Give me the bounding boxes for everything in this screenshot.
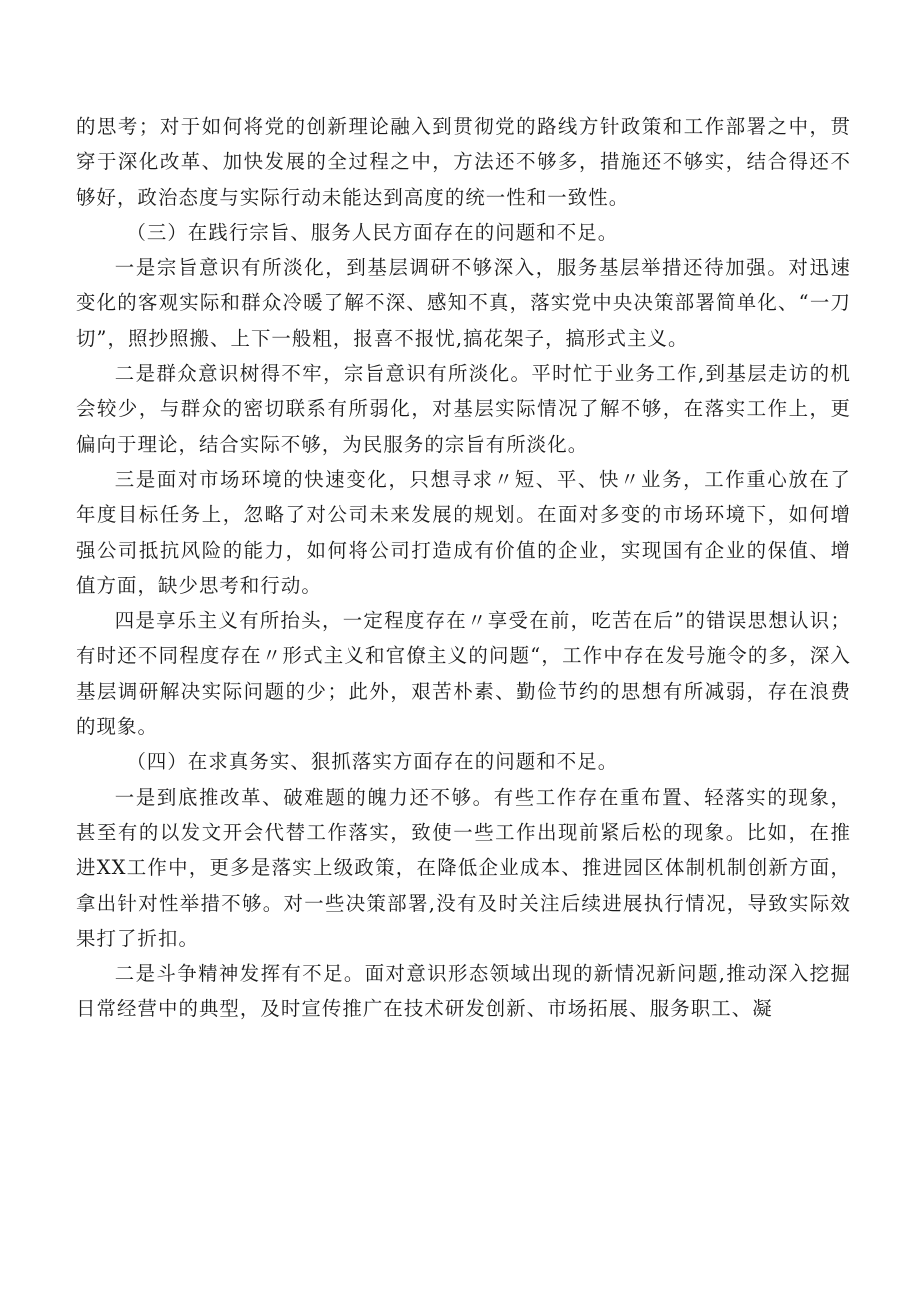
paragraph: 二是斗争精神发挥有不足。面对意识形态领域出现的新情况新问题,推动深入挖掘日常经营中的典型，及时宣传推广在技术研发创新、市场拓展、服务职工、凝 — [76, 962, 851, 1021]
paragraph: 四是享乐主义有所抬头，一定程度存在〃享受在前，吃苦在后”的错误思想认识；有时还不同程度存在〃形式主义和官僚主义的问题“，工作中存在发号施令的多，深入基层调研解决实际问题的少；此外，艰苦朴素、勤俭节约的思想有所减弱，存在浪费的现象。 — [76, 609, 851, 739]
section-heading-3: （三）在践行宗旨、服务人民方面存在的问题和不足。 — [126, 220, 619, 244]
paragraph: 一是到底推改革、破难题的魄力还不够。有些工作存在重布置、轻落实的现象，甚至有的以发文开会代替工作落实，致使一些工作出现前紧后松的现象。比如，在推进XX工作中，更多是落实上级政策，在降低企业成本、推进园区体制机制创新方面，拿出针对性举措不够。对一些决策部署,没有及时关注后续进展执行情况，导致实际效果打了折扣。 — [76, 785, 851, 950]
paragraph: 三是面对市场环境的快速变化，只想寻求〃短、平、快〃业务，工作重心放在了年度目标任务上，忽略了对公司未来发展的规划。在面对多变的市场环境下，如何增强公司抵抗风险的能力，如何将公司打造成有价值的企业，实现国有企业的保值、增值方面，缺少思考和行动。 — [76, 467, 851, 597]
document-body — [76, 109, 851, 1027]
paragraph: 二是群众意识树得不牢，宗旨意识有所淡化。平时忙于业务工作,到基层走访的机会较少，与群众的密切联系有所弱化，对基层实际情况了解不够，在落实工作上，更偏向于理论，结合实际不够，为民服务的宗旨有所淡化。 — [76, 362, 851, 456]
paragraph: 一是宗旨意识有所淡化，到基层调研不够深入，服务基层举措还待加强。对迅速变化的客观实际和群众冷暖了解不深、感知不真，落实党中央决策部署简单化、“一刀切”，照抄照搬、上下一般粗，报喜不报忧,搞花架子，搞形式主义。 — [76, 256, 851, 350]
section-heading-4: （四）在求真务实、狠抓落实方面存在的问题和不足。 — [126, 750, 619, 774]
paragraph-continuation: 的思考；对于如何将党的创新理论融入到贯彻党的路线方针政策和工作部署之中，贯穿于深化改革、加快发展的全过程之中，方法还不够多，措施还不够实，结合得还不够好，政治态度与实际行动未能达到高度的统一性和一致性。 — [76, 115, 851, 209]
